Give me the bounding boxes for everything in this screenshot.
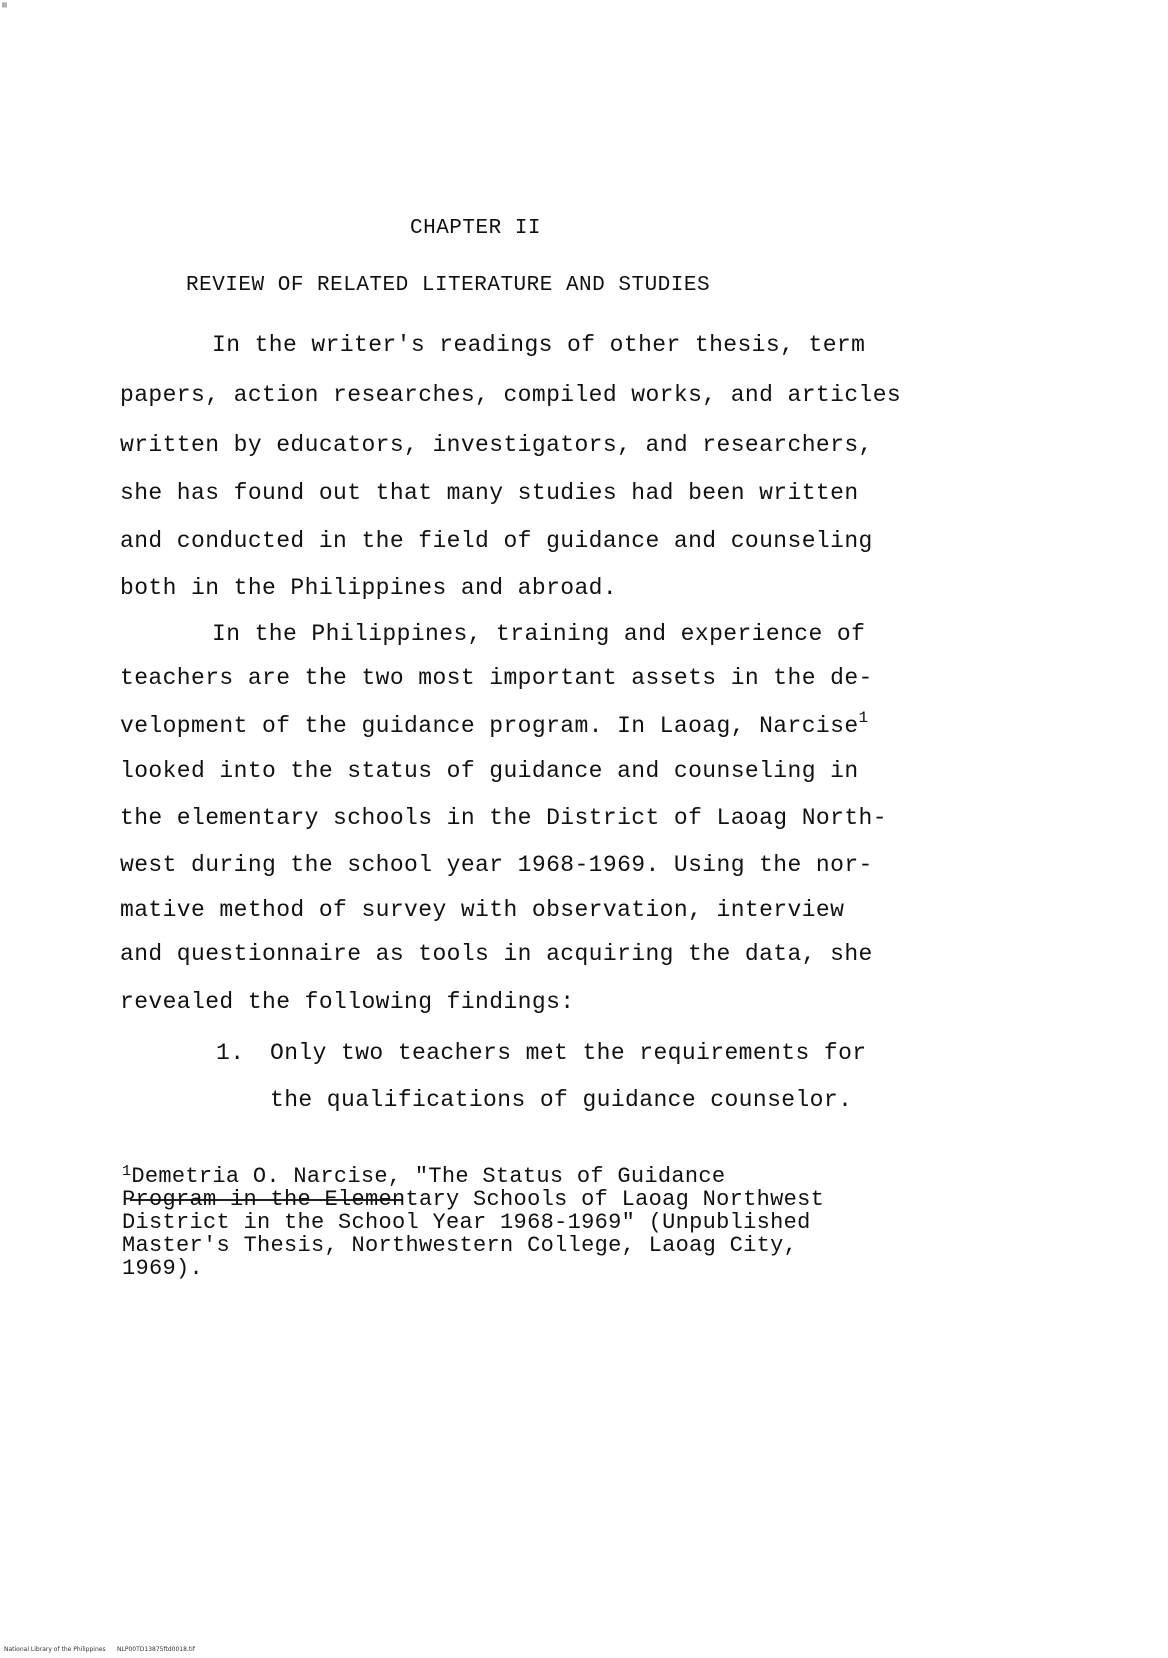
finding-1-line-2: the qualifications of guidance counselor. [270, 1087, 853, 1113]
paragraph-2-line-1: In the Philippines, training and experience of [212, 621, 866, 647]
paragraph-2-line-2: teachers are the two most important assets in the de- [120, 665, 873, 691]
chapter-label: CHAPTER II [410, 217, 542, 240]
paragraph-2-line-6: west during the school year 1968-1969. Using the nor- [120, 852, 873, 878]
footnote-line-1 [122, 1163, 726, 1189]
paragraph-2-line-3 [120, 709, 869, 742]
footnote-reference: 1 [858, 709, 869, 727]
footnote-line-3: District in the School Year 1968-1969" (Unpublished [122, 1210, 811, 1235]
corner-scan-mark-icon: ▦ [2, 1, 7, 10]
footnote-line-2: Program in the Elementary Schools of Laoag Northwest [122, 1187, 825, 1212]
footnote-line-1-text: Demetria O. Narcise, "The Status of Guidance [131, 1164, 726, 1189]
paragraph-1-line-1: In the writer's readings of other thesis, term [212, 332, 866, 358]
paragraph-2-line-5: the elementary schools in the District of Laoag North- [120, 805, 887, 831]
scan-caption: National Library of the Philippines NLP00TD13875ftd0018.tif [4, 1646, 195, 1653]
paragraph-2-line-7: mative method of survey with observation, interview [120, 897, 845, 923]
paragraph-2-line-3-text: velopment of the guidance program. In Laoag, Narcise [120, 713, 859, 739]
paragraph-1-line-5: and conducted in the field of guidance and counseling [120, 528, 873, 554]
footnote-line-5: 1969). [122, 1256, 204, 1281]
paragraph-2-line-8: and questionnaire as tools in acquiring the data, she [120, 941, 873, 967]
paragraph-2-line-9: revealed the following findings: [120, 989, 575, 1015]
finding-1-line-1: Only two teachers met the requirements for [270, 1040, 867, 1066]
paragraph-1-line-6: both in the Philippines and abroad. [120, 575, 618, 601]
paragraph-1-line-2: papers, action researches, compiled works, and articles [120, 382, 902, 408]
paragraph-1-line-4: she has found out that many studies had been written [120, 480, 859, 506]
paragraph-2-line-4: looked into the status of guidance and counseling in [120, 758, 859, 784]
chapter-title: REVIEW OF RELATED LITERATURE AND STUDIES [186, 274, 711, 297]
footnote-line-4: Master's Thesis, Northwestern College, Laoag City, [122, 1233, 798, 1258]
paragraph-1-line-3: written by educators, investigators, and researchers, [120, 432, 873, 458]
finding-1-number: 1. [216, 1040, 245, 1066]
footnote-marker: 1 [122, 1163, 132, 1180]
